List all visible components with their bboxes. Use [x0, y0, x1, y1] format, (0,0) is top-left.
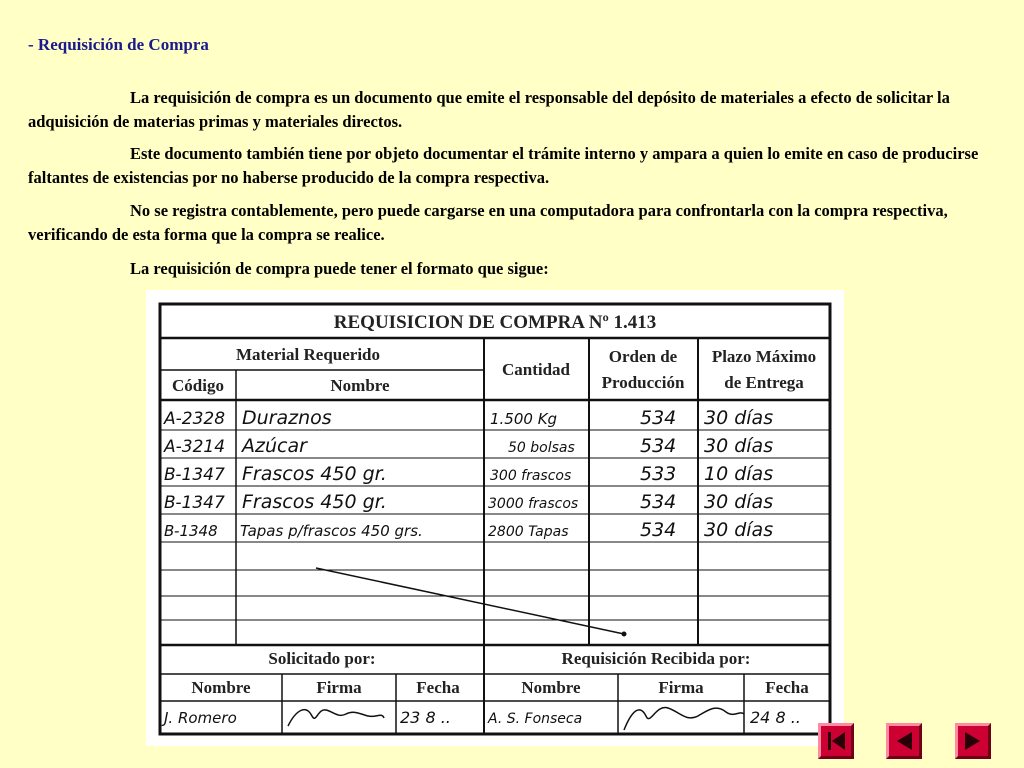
previous-slide-button[interactable] — [886, 723, 922, 759]
row-4-cantidad: 3000 frascos — [488, 496, 579, 512]
header-orden-2: Producción — [601, 373, 685, 392]
row-3-plazo: 10 días — [704, 463, 774, 485]
signature-recibida — [624, 708, 744, 730]
rec-fecha-value: 24 8 .. — [750, 708, 801, 727]
row-4-orden: 534 — [640, 491, 677, 513]
header-orden-1: Orden de — [608, 347, 678, 366]
row-4-nombre: Frascos 450 gr. — [242, 491, 387, 513]
next-icon — [958, 726, 988, 756]
form-row — [164, 463, 773, 485]
row-2-codigo: A-3214 — [164, 437, 226, 457]
row-3-orden: 533 — [640, 463, 677, 485]
row-2-plazo: 30 días — [704, 435, 774, 457]
signature-solicitado — [288, 710, 384, 726]
row-2-cantidad: 50 bolsas — [508, 440, 575, 456]
header-nombre: Nombre — [330, 376, 390, 395]
requisition-form-image — [146, 290, 844, 746]
header-plazo-2: de Entrega — [724, 373, 804, 392]
next-slide-button[interactable] — [955, 723, 991, 759]
row-1-plazo: 30 días — [704, 407, 774, 429]
row-3-cantidad: 300 frascos — [490, 468, 572, 484]
form-title: REQUISICION DE COMPRA Nº 1.413 — [333, 312, 657, 333]
row-1-cantidad: 1.500 Kg — [490, 410, 558, 428]
row-1-orden: 534 — [640, 407, 677, 429]
paragraph-2: Este documento también tiene por objeto documentar el trámite interno y ampara a quien lo emite en caso de producirse faltantes de existencias por no haberse producido de la compra respectiva. — [28, 144, 979, 187]
sol-nombre-value: J. Romero — [164, 709, 237, 727]
footer-solicitado: Solicitado por: — [268, 649, 376, 668]
row-5-orden: 534 — [640, 519, 677, 541]
form-row — [163, 407, 773, 429]
header-cantidad: Cantidad — [501, 360, 571, 379]
row-5-cantidad: 2800 Tapas — [488, 524, 569, 540]
footer-rec-firma-label: Firma — [658, 678, 704, 697]
row-5-nombre: Tapas p/frascos 450 grs. — [240, 522, 423, 540]
requisition-form — [146, 290, 844, 746]
row-3-codigo: B-1347 — [164, 465, 225, 485]
sol-fecha-value: 23 8 .. — [400, 708, 451, 727]
header-material: Material Requerido — [236, 345, 380, 364]
row-5-plazo: 30 días — [704, 519, 774, 541]
rec-nombre-value: A. S. Fonseca — [488, 711, 583, 727]
header-plazo-1: Plazo Máximo — [711, 347, 817, 366]
form-row — [163, 435, 773, 457]
footer-sol-fecha-label: Fecha — [416, 678, 460, 697]
row-3-nombre: Frascos 450 gr. — [242, 463, 387, 485]
row-5-codigo: B-1348 — [164, 522, 218, 540]
footer-recibida: Requisición Recibida por: — [561, 649, 751, 668]
footer-rec-nombre-label: Nombre — [521, 678, 581, 697]
footer-sol-firma-label: Firma — [316, 678, 362, 697]
row-1-codigo: A-2328 — [164, 409, 226, 429]
form-row — [164, 519, 773, 541]
first-slide-button[interactable] — [818, 723, 854, 759]
row-4-plazo: 30 días — [704, 491, 774, 513]
row-2-nombre: Azúcar — [242, 435, 307, 457]
first-icon — [821, 726, 851, 756]
paragraph-1: La requisición de compra es un documento que emite el responsable del depósito de materiales a efecto de solicitar la adquisición de materias primas y materiales directos. — [28, 88, 950, 131]
paragraph-4: La requisición de compra puede tener el formato que sigue: — [130, 259, 549, 278]
footer-sol-nombre-label: Nombre — [191, 678, 251, 697]
row-4-codigo: B-1347 — [164, 493, 225, 513]
row-1-nombre: Duraznos — [242, 407, 332, 429]
section-heading: - Requisición de Compra — [28, 35, 209, 54]
paragraph-3: No se registra contablemente, pero puede cargarse en una computadora para confrontarla con la compra respectiva, verificando de esta forma que la compra se realice. — [28, 201, 948, 244]
form-row — [164, 491, 773, 513]
row-2-orden: 534 — [640, 435, 677, 457]
footer-rec-fecha-label: Fecha — [765, 678, 809, 697]
previous-icon — [889, 726, 919, 756]
header-codigo: Código — [172, 376, 224, 395]
